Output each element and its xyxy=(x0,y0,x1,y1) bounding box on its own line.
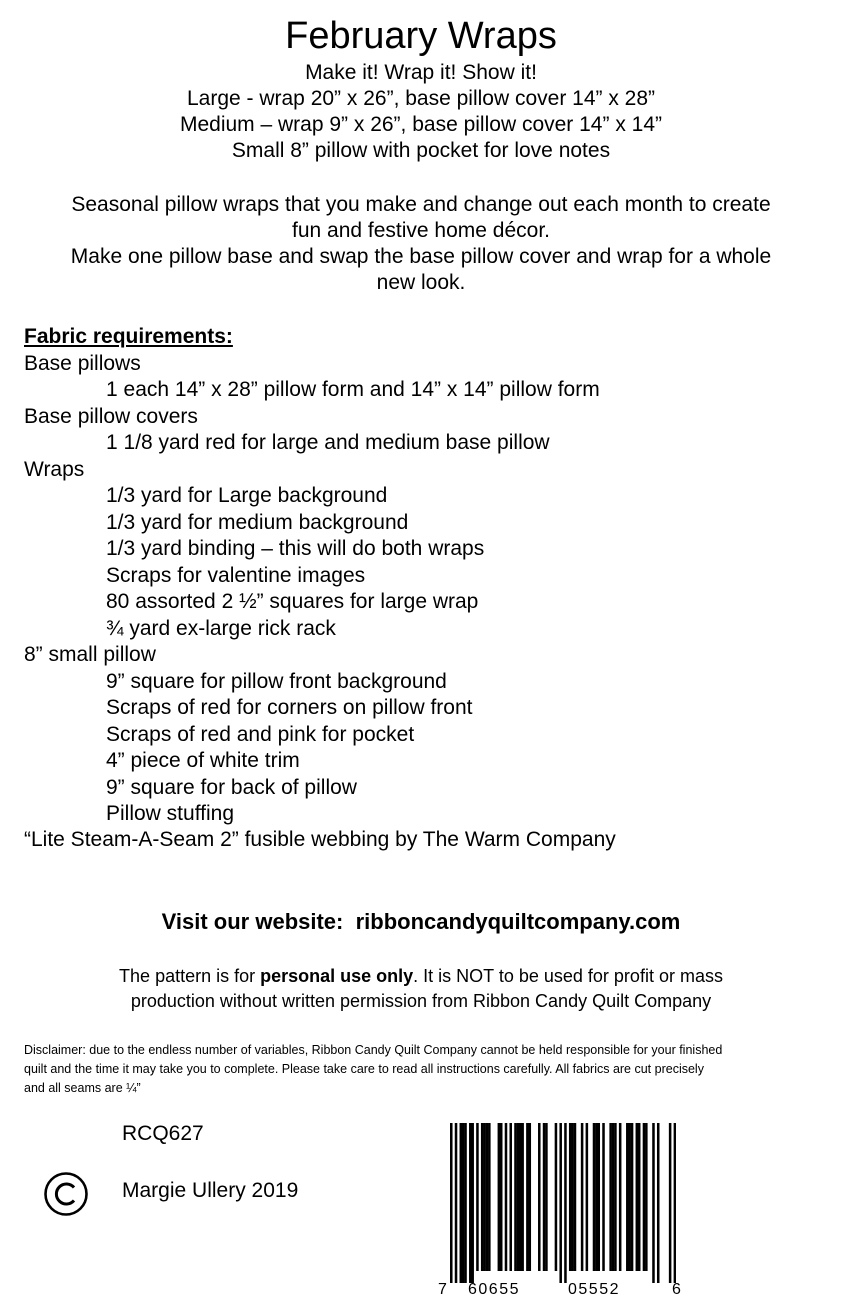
usage-bold: personal use only xyxy=(260,966,414,986)
barcode-bar xyxy=(559,1123,562,1283)
barcode-bar xyxy=(645,1123,648,1271)
barcode-bar xyxy=(669,1123,672,1283)
barcode-group-left: 60655 xyxy=(468,1281,520,1298)
website-label: Visit our website: xyxy=(161,909,344,934)
copyright-icon xyxy=(43,1171,89,1217)
barcode-bar xyxy=(500,1123,503,1271)
requirement-item: Scraps for valentine images xyxy=(106,564,366,587)
requirement-item: 4” piece of white trim xyxy=(106,749,300,772)
barcode-bar xyxy=(481,1123,484,1271)
barcode-bar xyxy=(652,1123,655,1283)
barcode-bar xyxy=(455,1123,458,1283)
barcode-bar xyxy=(595,1123,598,1271)
tagline: Make it! Wrap it! Show it! xyxy=(305,61,537,84)
group-label: Base pillow covers xyxy=(24,405,198,428)
barcode-bar xyxy=(597,1123,600,1271)
barcode-bar xyxy=(488,1123,491,1271)
barcode-bar xyxy=(586,1123,589,1271)
intro-line: Make one pillow base and swap the base pillow cover and wrap for a whole xyxy=(70,245,772,268)
requirement-item: 1/3 yard for Large background xyxy=(106,484,388,507)
barcode-bar xyxy=(509,1123,512,1271)
requirement-item: 1 1/8 yard red for large and medium base pillow xyxy=(106,431,550,454)
requirement-item: 1 each 14” x 28” pillow form and 14” x 14” pillow form xyxy=(106,378,600,401)
fabric-requirements-heading: Fabric requirements: xyxy=(24,325,233,348)
disclaimer-line: Disclaimer: due to the endless number of variables, Ribbon Candy Quilt Company cannot be held responsible for your finished xyxy=(24,1043,723,1057)
barcode xyxy=(438,1118,684,1300)
requirement-item: 80 assorted 2 ½” squares for large wrap xyxy=(106,590,479,613)
group-label: 8” small pillow xyxy=(24,643,156,666)
barcode-bar xyxy=(631,1123,634,1271)
group-label: Wraps xyxy=(24,458,85,481)
barcode-bar xyxy=(626,1123,629,1271)
barcode-bar xyxy=(612,1123,615,1271)
barcode-digit-last: 6 xyxy=(672,1281,683,1298)
barcode-bar xyxy=(574,1123,577,1271)
pattern-number: RCQ627 xyxy=(122,1122,204,1145)
intro-line: Seasonal pillow wraps that you make and change out each month to create xyxy=(71,193,771,216)
barcode-bar xyxy=(521,1123,524,1271)
barcode-bar xyxy=(643,1123,646,1271)
barcode-bar xyxy=(538,1123,541,1271)
page-title: February Wraps xyxy=(285,15,557,57)
barcode-bar xyxy=(657,1123,660,1283)
disclaimer-line: quilt and the time it may take you to complete. Please take care to read all instructions carefully. All fabrics are cut precisely xyxy=(24,1062,704,1076)
intro-line: new look. xyxy=(376,271,466,294)
requirement-item: 1/3 yard for medium background xyxy=(106,511,409,534)
usage-suffix: . It is NOT to be used for profit or mass xyxy=(413,966,723,986)
requirement-item: Pillow stuffing xyxy=(106,802,235,825)
barcode-bar xyxy=(519,1123,522,1271)
barcode-bar xyxy=(636,1123,639,1271)
barcode-bar xyxy=(483,1123,486,1271)
barcode-bar xyxy=(602,1123,605,1271)
barcode-bar xyxy=(505,1123,508,1271)
website-line xyxy=(0,908,842,936)
requirement-item: 1/3 yard binding – this will do both wraps xyxy=(106,537,485,560)
barcode-bar xyxy=(498,1123,501,1271)
barcode-bar xyxy=(462,1123,465,1283)
barcode-bar xyxy=(526,1123,529,1271)
barcode-bar xyxy=(614,1123,617,1271)
size-small: Small 8” pillow with pocket for love notes xyxy=(231,139,611,162)
usage-prefix: The pattern is for xyxy=(119,966,261,986)
barcode-bar xyxy=(460,1123,463,1283)
barcode-bar xyxy=(609,1123,612,1271)
size-medium: Medium – wrap 9” x 26”, base pillow cover 14” x 14” xyxy=(179,113,663,136)
barcode-bar xyxy=(529,1123,532,1271)
barcode-bar xyxy=(555,1123,558,1271)
barcode-bar xyxy=(571,1123,574,1271)
author-copyright: Margie Ullery 2019 xyxy=(122,1179,299,1202)
barcode-bar xyxy=(564,1123,567,1283)
barcode-bar xyxy=(486,1123,489,1271)
barcode-bars xyxy=(450,1123,676,1283)
barcode-bar xyxy=(471,1123,474,1283)
barcode-bar xyxy=(569,1123,572,1271)
fusible-note: “Lite Steam-A-Seam 2” fusible webbing by The Warm Company xyxy=(24,828,616,851)
website-link[interactable]: ribboncandyquiltcompany.com xyxy=(355,909,681,934)
barcode-bar xyxy=(514,1123,517,1271)
barcode-bar xyxy=(543,1123,546,1271)
barcode-group-right: 05552 xyxy=(568,1281,620,1298)
barcode-bar xyxy=(469,1123,472,1283)
barcode-bar xyxy=(464,1123,467,1283)
barcode-bar xyxy=(619,1123,622,1271)
requirement-item: ¾ yard ex-large rick rack xyxy=(106,617,336,640)
barcode-bar xyxy=(476,1123,479,1271)
disclaimer-line: and all seams are ¼” xyxy=(24,1081,141,1095)
barcode-digit-first: 7 xyxy=(438,1281,449,1298)
barcode-bar xyxy=(638,1123,641,1271)
requirement-item: Scraps of red and pink for pocket xyxy=(106,723,415,746)
intro-line: fun and festive home décor. xyxy=(292,219,550,242)
barcode-bar xyxy=(674,1123,676,1283)
size-large: Large - wrap 20” x 26”, base pillow cover 14” x 28” xyxy=(186,87,656,110)
usage-line xyxy=(0,964,842,988)
requirement-item: 9” square for pillow front background xyxy=(106,670,447,693)
barcode-bar xyxy=(581,1123,584,1271)
barcode-bar xyxy=(450,1123,453,1283)
requirement-item: 9” square for back of pillow xyxy=(106,776,357,799)
barcode-bar xyxy=(517,1123,520,1271)
barcode-bar xyxy=(628,1123,631,1271)
requirement-item: Scraps of red for corners on pillow front xyxy=(106,696,473,719)
barcode-bar xyxy=(593,1123,596,1271)
group-label: Base pillows xyxy=(24,352,141,375)
barcode-bar xyxy=(545,1123,548,1271)
usage-line-2: production without written permission from Ribbon Candy Quilt Company xyxy=(130,991,712,1011)
